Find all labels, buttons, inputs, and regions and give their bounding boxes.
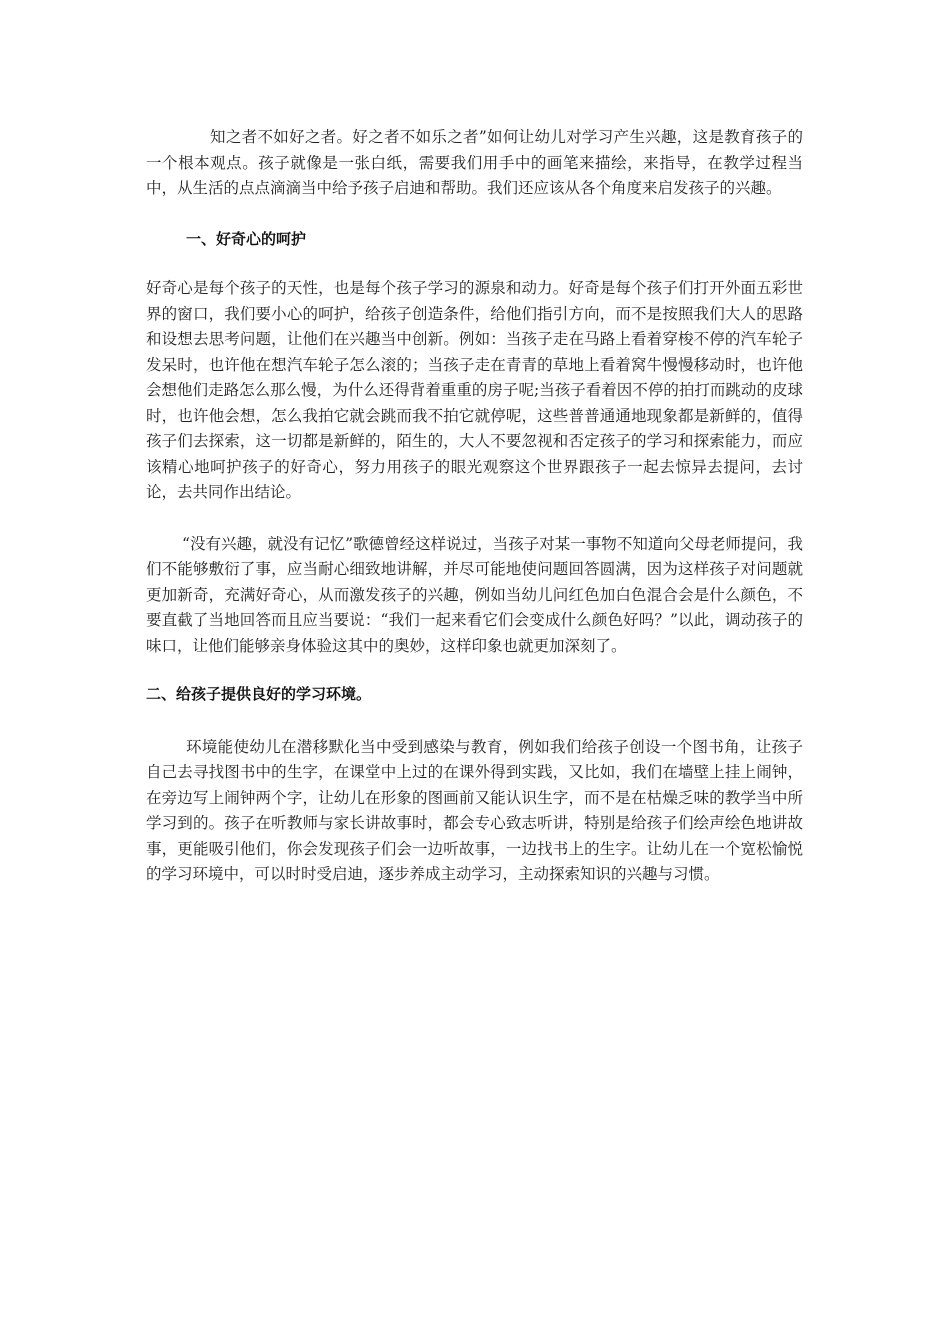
document-page bbox=[146, 125, 803, 888]
section-heading-curiosity: 一、好奇心的呵护 bbox=[186, 229, 307, 248]
environment-paragraph: 环境能使幼儿在潜移默化当中受到感染与教育，例如我们给孩子创设一个图书角，让孩子自己去寻找图书中的生字，在课堂中上过的在课外得到实践，又比如，我们在墙壁上挂上闹钟，在旁边写上闹钟两个字，让幼儿在形象的图画前又能认识生字，而不是在枯燥乏味的教学当中所学习到的。孩子在听教师与家长讲故事时，都会专心致志听讲，特别是给孩子们绘声绘色地讲故事，更能吸引他们，你会发现孩子们会一边听故事，一边找书上的生字。让幼儿在一个宽松愉悦的学习环境中，可以时时受启迪，逐步养成主动学习，主动探索知识的兴趣与习惯。 bbox=[146, 737, 803, 883]
intro-paragraph: 知之者不如好之者。好之者不如乐之者”如何让幼儿对学习产生兴趣，这是教育孩子的一个根本观点。孩子就像是一张白纸，需要我们用手中的画笔来描绘，来指导，在教学过程当中，从生活的点点滴滴当中给予孩子启迪和帮助。我们还应该从各个角度来启发孩子的兴趣。 bbox=[146, 128, 803, 197]
section-heading-environment: 二、给孩子提供良好的学习环境。 bbox=[146, 685, 372, 703]
interest-memory-paragraph: “没有兴趣，就没有记忆”歌德曾经这样说过，当孩子对某一事物不知道向父母老师提问，我们不能够敷衍了事，应当耐心细致地讲解，并尽可能地使问题回答圆满，因为这样孩子对问题就更加新奇，充满好奇心，从而激发孩子的兴趣，例如当幼儿问红色加白色混合会是什么颜色，不要直截了当地回答而且应当要说：“我们一起来看它们会变成什么颜色好吗？”以此，调动孩子的味口，让他们能够亲身体验这其中的奥妙，这样印象也就更加深刻了。 bbox=[146, 534, 803, 655]
curiosity-paragraph: 好奇心是每个孩子的天性，也是每个孩子学习的源泉和动力。好奇是每个孩子们打开外面五彩世界的窗口，我们要小心的呵护，给孩子创造条件，给他们指引方向，而不是按照我们大人的思路和设想去思考问题，让他们在兴趣当中创新。例如：当孩子走在马路上看着穿梭不停的汽车轮子发呆时，也许他在想汽车轮子怎么滚的；当孩子走在青青的草地上看着窝牛慢慢移动时，也许他会想他们走路怎么那么慢，为什么还得背着重重的房子呢;当孩子看着因不停的拍打而跳动的皮球时，也许他会想，怎么我拍它就会跳而我不拍它就停呢，这些普普通通地现象都是新鲜的，值得孩子们去探索，这一切都是新鲜的，陌生的，大人不要忽视和否定孩子的学习和探索能力，而应该精心地呵护孩子的好奇心，努力用孩子的眼光观察这个世界跟孩子一起去惊异去提问，去讨论，去共同作出结论。 bbox=[146, 279, 803, 501]
